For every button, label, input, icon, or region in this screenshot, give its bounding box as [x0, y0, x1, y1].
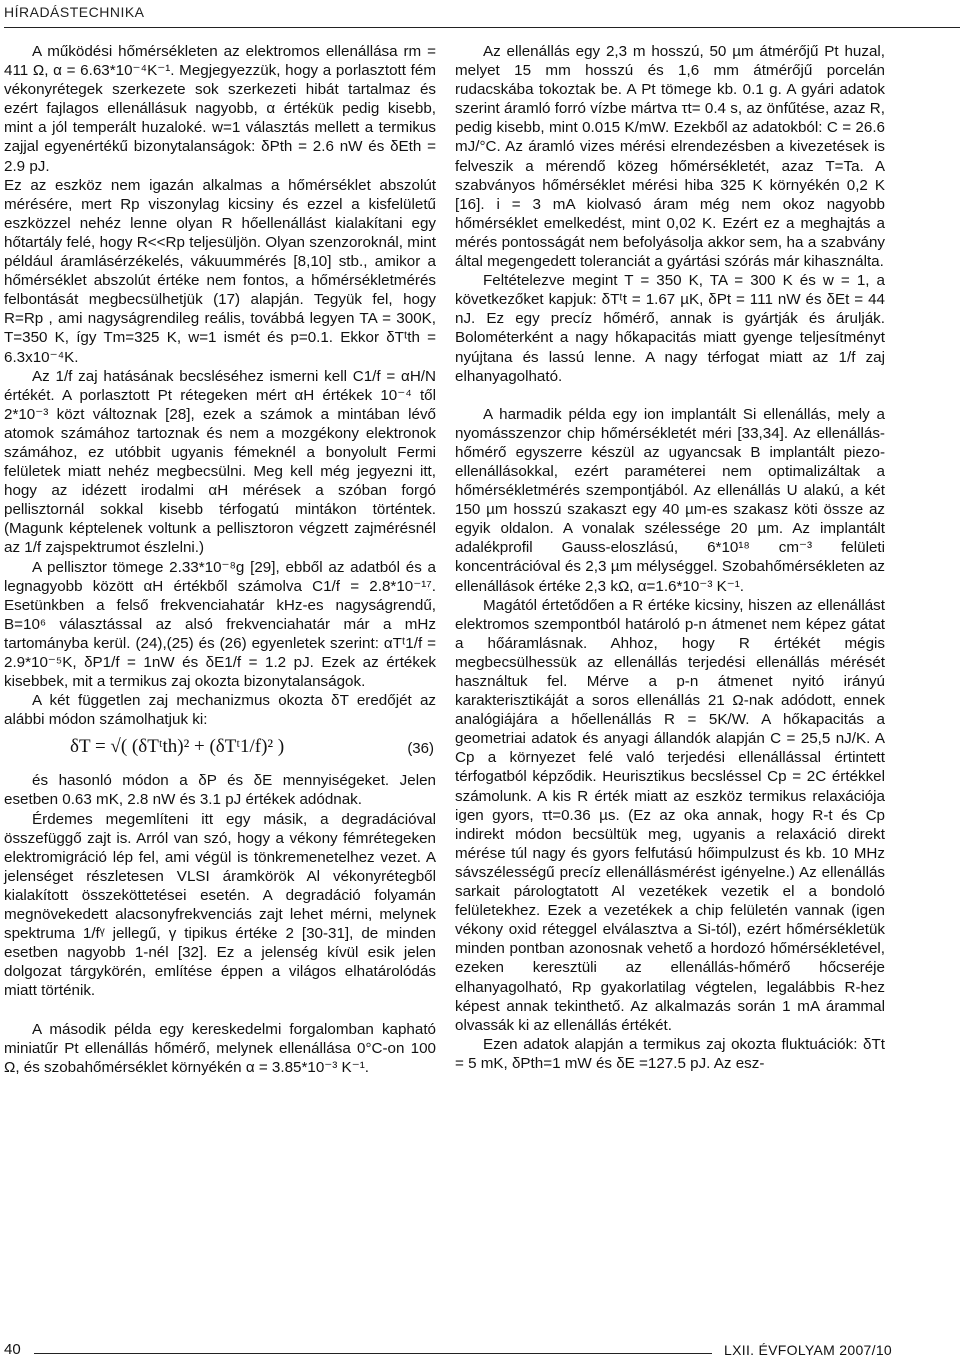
paragraph-similar-quantities: és hasonló módon a δP és δE mennyiségeket. Jelen esetben 0.63 mK, 2.8 nW és 3.1 pJ értékek adódnak. — [4, 772, 436, 809]
equation-formula: δT = √( (δTᵗth)² + (δTᵗ1/f)² ) — [70, 736, 285, 758]
equation-number: (36) — [407, 740, 434, 758]
page-number: 40 — [4, 1341, 21, 1358]
issue-label: LXII. ÉVFOLYAM 2007/10 — [724, 1342, 892, 1358]
header-rule — [4, 27, 960, 28]
paragraph-degradation-noise: Érdemes megemlíteni itt egy másik, a degradációval összefüggő zajt is. Arról van szó, hogy a vékony fémrétegeken elektromigráció lép fel, ami végül is tönkremenetelhez vezet. A jelenséget részletesen VLSI áramkörök Al vékonyrétegből kialakított összeköttetései esetén. A degradáció folyamán megnövekedett alacsonyfrekvenciás zajt lehet mérni, melynek spektruma 1/fᵞ jellegű, γ tipikus értéke 2 [30-31], de minden esetben nagyobb 1-nél [32]. Ez a jelenség kívül esik jelen dolgozat tárgykörén, említése éppen a világos elhatárolódás miatt történik. — [4, 810, 436, 1000]
paragraph-second-example: A második példa egy kereskedelmi forgalomban kapható miniatűr Pt ellenállás hőmérő, melynek ellenállása 0°C-on 100 Ω, és szobahőmérséklet környékén α = 3.85*10⁻³ K⁻¹. — [4, 1020, 436, 1076]
paragraph-absolute-measurement: Ez az eszköz nem igazán alkalmas a hőmérséklet abszolút mérésére, mert Rp viszonylag kicsiny és ezzel a kisfelületű eszközzel nehéz lenne olyan R hőellenállást kialakítani egy hőtartály felé, hogy R<<Rp teljesüljön. Olyan szenzoroknál, mint például áramlásérzékelés, vákuummérés [8,10] stb., amikor a hőmérséklet abszolút értéke nem fontos, a hőmérsékletmérés felbontását megbecsülhetjük (17) alapján. Tegyük fel, hogy R=Rp , ami nagyságrendileg reális, továbbá legyen TA = 300K, T=350 K, így Tm=325 K, w=1 ismét és p=0.1. Ekkor δTᵗth = 6.3x10⁻⁴K. — [4, 176, 436, 366]
left-column — [4, 42, 436, 1077]
paragraph-fluctuations: Ezen adatok alapján a termikus zaj okozta fluktuációk: δTt = 5 mK, δPth=1 mW és δE =127.5 pJ. Az esz- — [455, 1035, 885, 1072]
paragraph-pt-wire: Az ellenállás egy 2,3 m hosszú, 50 µm átmérőjű Pt huzal, melyet 15 mm hosszú és 1,6 mm átmérőjű porcelán rudacskába tokoztak be. A Pt tömege kb. 0.1 g. A gyári adatok szerint áramló forró vízbe mártva τt= 0.4 s, az önfűtése, azaz R, pedig kisebb, mint 0.015 K/mW. Ezekből az adatokból: C = 26.6 mJ/°C. Az áramló vizes mérési elrendezésben a kivezetések is felveszik a mérendő közeg hőmérsékletét, azaz T=Ta. A szabványos hőmérséklet mérési hiba 325 K környékén 0,2 K [16]. i = 3 mA kiolvasó áram még nem okoz nagyobb hőmérséklet emelkedést, mint 0,02 K. Ezért ez a meghajtás a mérés pontosságát nem befolyásolja akkor sem, ha a szabvány által megengedett toleranciát a gyártási szórás már kihasználta. — [455, 43, 885, 271]
footer-rule — [34, 1353, 712, 1354]
equation-36 — [4, 731, 436, 769]
paragraph-1f-noise: Az 1/f zaj hatásának becsléséhez ismerni kell C1/f = αH/N értékét. A porlasztott Pt rétegeken mért αH értékek 10⁻⁴ től 2*10⁻³ közt változnak [28], ezek a számok a mintában lévő atomok számához tartoznak és nem a mozgékony elektronok számához, ez utóbbit ugyanis fémeknél a bonyolult Fermi felületek miatt nehéz megbecsülni. Meg kell még jegyezni itt, hogy az idézett irodalmi αH mérések a szóban forgó pellisztornál sokkal kisebb térfogatú mintákon történtek. (Magunk képtelenek voltunk a pellisztoron végzett zajmérésnél az 1/f zajspektrumot észlelni.) — [4, 367, 436, 557]
paragraph-precise-thermometer: Feltételezve megint T = 350 K, TA = 300 K és w = 1, a következőket kapjuk: δTᵗt = 1.67 µK, δPt = 111 nW és δEt = 44 nJ. Ez egy precíz hőmérő, annak is gyártják és árulják. Bolométerként a nagy hőkapacitás miatt gyenge teljesítményt nyújtana és lassú lenne. A nagy térfogat miatt az 1/f zaj elhanyagolható. — [455, 272, 885, 385]
right-column — [455, 42, 885, 1073]
paragraph-operating-temperature: A működési hőmérsékleten az elektromos ellenállása rm = 411 Ω, α = 6.63*10⁻⁴K⁻¹. Megjegyezzük, hogy a porlasztott fém vékonyrétegek szerkezete sok szerkezeti hibát tartalmaz és ezért fajlagos ellenállásuk nagyobb, α értékük pedig kisebb, mint a jól temperált huzaloké. w=1 választás mellett a termikus zajjal egyenértékű bizonytalanságok: δPth = 2.6 nW és δEth = 2.9 pJ. — [4, 43, 436, 175]
page-footer — [4, 1340, 892, 1362]
paragraph-two-mechanisms: A két független zaj mechanizmus okozta δT eredőjét az alábbi módon számolhatjuk ki: — [4, 692, 436, 729]
page-header — [4, 3, 960, 29]
paragraph-thermal-resistance: Magától értetődően a R értéke kicsiny, hiszen az ellenállást elektromos szempontból határoló p-n átmenet nem képez gátat a hőáramlásnak. Ahhoz, hogy R értékét mégis megbecsülhessük az ellenállás terjedési ellenállás mérését használtuk fel. Mérve a p-n átmenet nyitó irányú karakterisztikáját a soros ellenállás 21 Ω-nak adódott, ennek analógiájára a hőellenállás R = 5K/W. A hőkapacitás a geometriai adatok és anyagi állandók alapján C = 25,5 nJ/K. A Cp a környezet felé való terjedési ellenállással értintett térfogatból képződik. Heurisztikus becsléssel Cp = 2C értékkel számolunk. A kis R érték miatt az eszköz termikus relaxációja igen gyors, τt=0.36 µs. (Ez az oka annak, hogy R-t és Cp indirekt módon becsültük meg, ugyanis a relaxáció direkt mérése túl nagy és gyors felfutású hőimpulzust és kb. 10 MHz sávszélességű precíz ellenállásmérést igényelne.) Az ellenállás sarkait párologtatott Al vezetékek vezetik el a bondoló felületekhez. Ezek a vezetékek a chip felületén vannak (igen vékony oxid réteggel elválasztva a Si-tól), ezért hőmérsékletük minden pontban azonosnak vehető a hordozó hőmérsékletével, ezeken keresztüli az ellenállás-hőmérő hőcseréje elhanyagolható, Rp gyakorlatilag végtelen, legalábbis R-hez képest annak tekinthető. Az alkalmazás során 1 mA árammal olvassák ki az ellenállás értékét. — [455, 596, 885, 1034]
paragraph-third-example: A harmadik példa egy ion implantált Si ellenállás, mely a nyomásszenzor chip hőmérsékletét méri [33,34]. Az ellenállás-hőmérő egyszerre készül az ugyancsak B implantált piezo-ellenállásokkal, ezért paraméterei nem optimalizáltak a hőmérsékletmérés szempontjából. Az ellenállás U alakú, a két 150 µm hosszú szakaszt egy 40 µm-es szakasz köti össze az egyik oldalon. A vonalak szélessége 20 µm. Az implantált adalékprofil Gauss-eloszlású, 6*10¹⁸ cm⁻³ felületi koncentrációval és 2,3 µm mélységgel. Szobahőmérsékleten az ellenállások értéke 2,3 kΩ, α=1.6*10⁻³ K⁻¹. — [455, 405, 885, 595]
paragraph-pellistor-mass: A pellisztor tömege 2.33*10⁻⁸g [29], ebből az adatból és a legnagyobb között αH értékből számolva C1/f = 2.8*10⁻¹⁷. Esetünkben a felső frekvenciahatár kHz-es nagyságrendű, B=10⁶ választással az alsó frekvenciahatár már a mHz tartományba kerül. (24),(25) és (26) egyenletek szerint: αTᵗ1/f = 2.9*10⁻⁵K, δP1/f = 1nW és δE1/f = 1.2 pJ. Ezek az értékek kisebbek, mit a termikus zaj okozta bizonytalanságok. — [4, 558, 436, 691]
running-title: HÍRADÁSTECHNIKA — [4, 4, 145, 20]
